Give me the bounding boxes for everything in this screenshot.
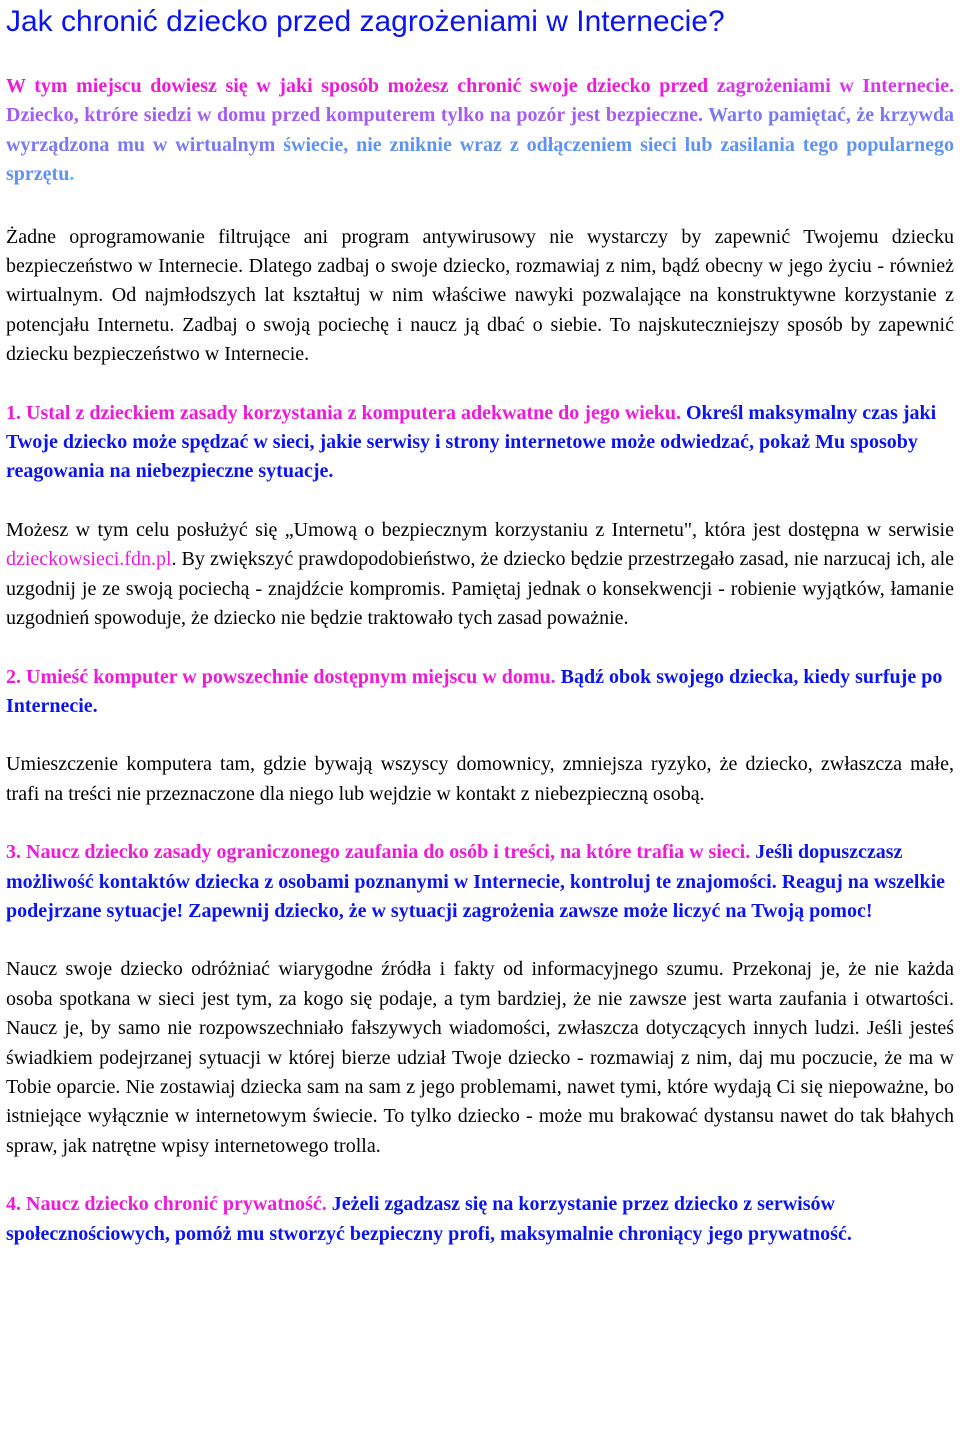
point-heading-detail: Jeśli dopuszczasz możliwość kontaktów dziecka z osobami poznanymi w Internecie, kontroluj te znajomości. Reaguj na wszelkie podejrzane sytuacje! Zapewnij dziecko, że w sytuacji zagrożenia zawsze może liczyć na Twoją pomoc! — [6, 841, 946, 922]
intro-segment: . — [69, 163, 75, 186]
body-paragraph: Żadne oprogramowanie filtrujące ani program antywirusowy nie wystarczy by zapewnić Twojemu dziecku bezpieczeństwo w Internecie. Dlatego zadbaj o swoje dziecko, rozmawiaj z nim, bądź obecny w jego życiu - również wirtualnym. Od najmłodszych lat kształtuj w nim właściwe nawyki pozwalające na konstruktywne korzystanie z potencjału Internetu. Zadbaj o swoją pociechę i naucz ją dbać o siebie. To najskuteczniejszy sposób by zapewnić dziecku bezpieczeństwo w Internecie. — [6, 225, 954, 366]
page-title: Jak chronić dziecko przed zagrożeniami w Internecie? — [6, 5, 725, 38]
point-heading-3 — [6, 838, 954, 926]
body-paragraph — [6, 516, 954, 634]
body-text: . By zwiększyć prawdopodobieństwo, że dziecko będzie przestrzegało zasad, nie narzucaj ich, ale uzgodnij je ze swoją pociechą - znajdźcie kompromis. Pamiętaj jednak o konsekwencji - robienie wyjątków, łamanie uzgodnień spowoduje, że dziecko nie będzie traktowało tych zasad poważnie. — [6, 548, 954, 630]
body-paragraph: Umieszczenie komputera tam, gdzie bywają wszyscy domownicy, zmniejsza ryzyko, że dziecko, zwłaszcza małe, trafi na treści nie przeznaczone dla niego lub wejdzie w kontakt z niebezpieczną osobą. — [6, 753, 954, 805]
point-heading-main: 4. Naucz dziecko chronić prywatność. — [6, 1193, 327, 1216]
body-paragraph: Naucz swoje dziecko odróżniać wiarygodne źródła i fakty od informacyjnego szumu. Przekonaj je, że nie każda osoba spotkana w sieci jest tym, za kogo się podaje, a tym bardziej, że nie zawsze jest warta zaufania i otwartości. Naucz je, by samo nie rozpowszechniało fałszywych wiadomości, zwłaszcza dotyczących innych ludzi. Jeśli jesteś świadkiem podejrzanej sytuacji w której bierze udział Twoje dziecko - rozmawiaj z nim, daj mu poczucie, że ma w Tobie oparcie. Nie zostawiaj dziecka sam na sam z jego problemami, nawet tymi, które wydają Ci się niepoważne, bo istniejące wyłącznie w internetowym świecie. To tylko dziecko - może mu brakować dystansu nawet do tak błahych spraw, jak natrętne wpisy internetowego trolla. — [6, 958, 954, 1157]
point-heading-4 — [6, 1190, 954, 1249]
dzieckowsieci-link[interactable]: dzieckowsieci.fdn.pl — [6, 548, 172, 571]
intro-segment: Warto pamiętać, że krzywda wyrządzona mu w wirtualnym — [6, 104, 955, 156]
point-heading-detail: Bądź obok swojego dziecka, kiedy surfuje po Internecie. — [6, 665, 943, 717]
point-heading-main: 1. Ustal z dzieckiem zasady korzystania z komputera adekwatne do jego wieku. — [6, 401, 681, 424]
point-heading-detail: Określ maksymalny czas jaki Twoje dziecko może spędzać w sieci, jakie serwisy i strony internetowe może odwiedzać, pokaż Mu sposoby reagowania na niebezpieczne sytuacje. — [6, 401, 937, 483]
intro-segment: pozór jest bezpieczne. — [516, 104, 704, 127]
point-heading-main: 3. Naucz dziecko zasady ograniczonego zaufania do osób i treści, na które trafia w sieci. — [6, 841, 751, 864]
intro-segment: świecie, nie zniknie wraz z odłączeniem sieci lub zasilania tego popularnego sprzętu — [6, 133, 954, 186]
point-heading-1 — [6, 399, 954, 487]
intro-segment: zagrożeniami w Internecie. — [716, 75, 954, 97]
intro-segment: W tym miejscu dowiesz się w jaki sposób możesz chronić swoje dziecko przed — [6, 75, 709, 97]
intro-paragraph — [6, 72, 954, 190]
point-heading-detail: Jeżeli zgadzasz się na korzystanie przez dziecko z serwisów społecznościowych, pomóż mu stworzyć bezpieczny profi, maksymalnie chroniący jego prywatność. — [6, 1193, 852, 1245]
body-text: Możesz w tym celu posłużyć się „Umową o bezpiecznym korzystaniu z Internetu", która jest dostępna w serwisie — [6, 518, 954, 541]
point-heading-2 — [6, 663, 954, 722]
point-heading-main: 2. Umieść komputer w powszechnie dostępnym miejscu w domu. — [6, 665, 556, 688]
intro-segment: Dziecko, ktróre siedzi w domu przed komputerem tylko na — [6, 104, 511, 127]
